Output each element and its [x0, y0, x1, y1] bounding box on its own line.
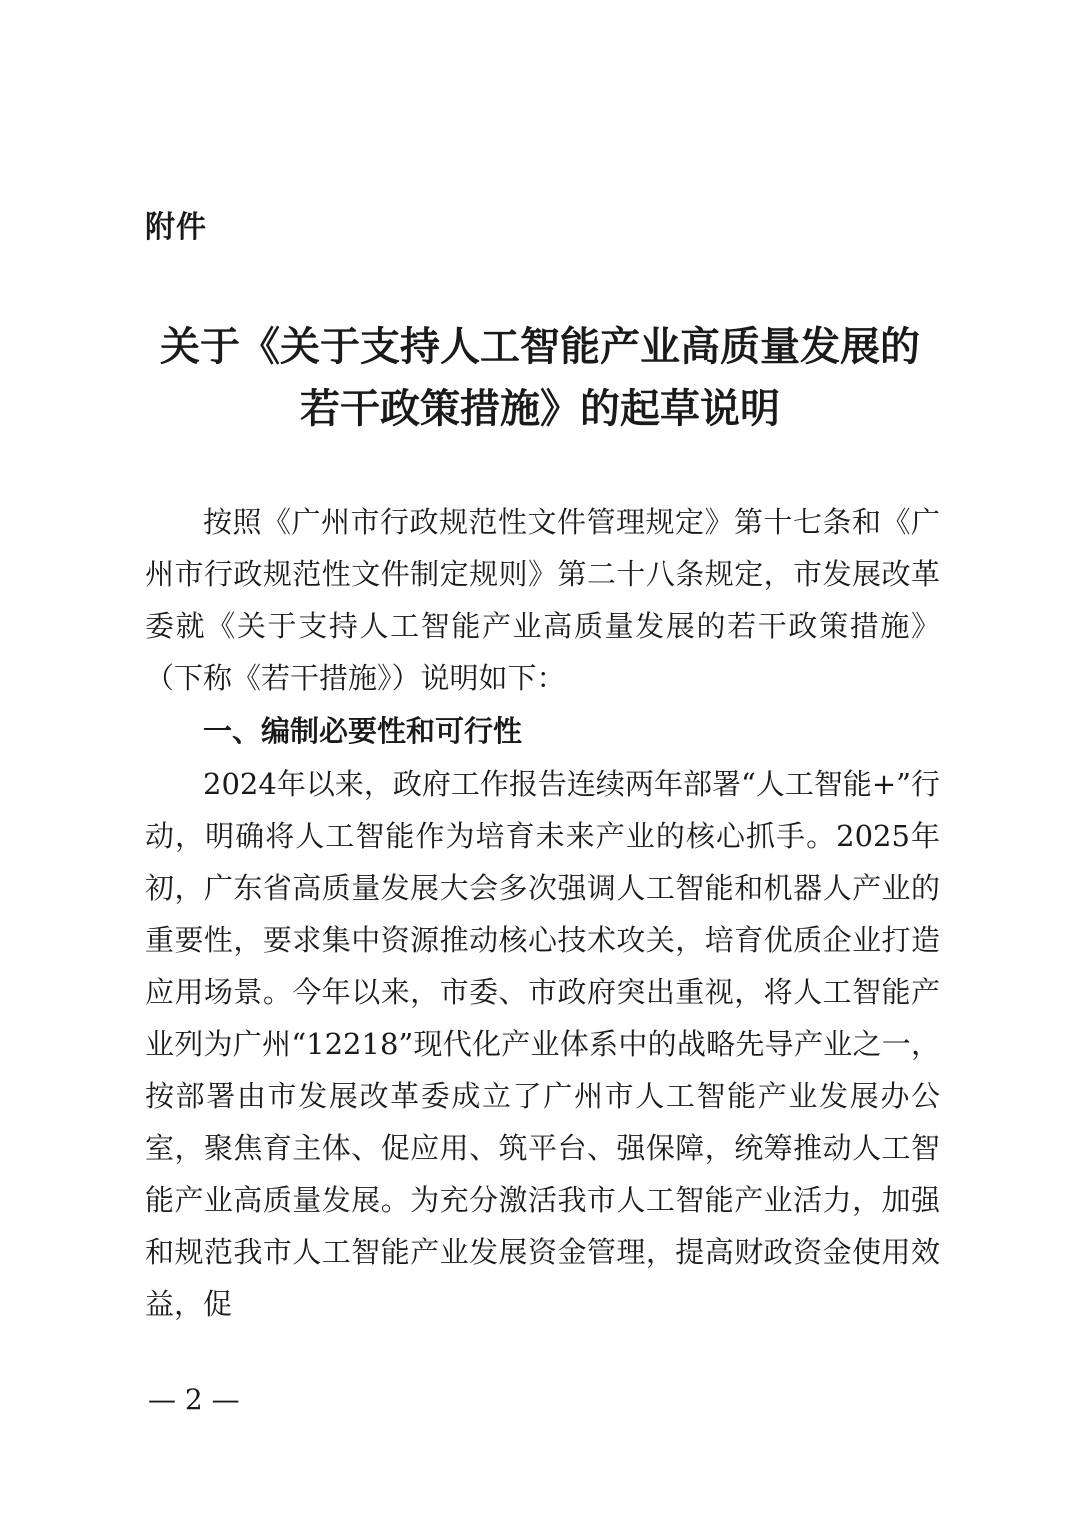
intro-paragraph: 按照《广州市行政规范性文件管理规定》第十七条和《广州市行政规范性文件制定规则》第二十八条规定，市发展改革委就《关于支持人工智能产业高质量发展的若干政策措施》（下称《若干措施》）说明如下： — [145, 505, 940, 695]
attachment-label: 附件 — [145, 210, 207, 245]
page-number: — 2 — — [148, 1383, 240, 1416]
title-line-2: 若干政策措施》的起草说明 — [300, 386, 780, 432]
section-heading: 一、编制必要性和可行性 — [203, 714, 523, 748]
document-body — [145, 496, 940, 1330]
section-paragraph: 2024年以来，政府工作报告连续两年部署“人工智能+”行动，明确将人工智能作为培育未来产业的核心抓手。2025年初，广东省高质量发展大会多次强调人工智能和机器人产业的重要性，要求集中资源推动核心技术攻关，培育优质企业打造应用场景。今年以来，市委、市政府突出重视，将人工智能产业列为广州“12218”现代化产业体系中的战略先导产业之一，按部署由市发展改革委成立了广州市人工智能产业发展办公室，聚焦育主体、促应用、筑平台、强保障，统筹推动人工智能产业高质量发展。为充分激活我市人工智能产业活力，加强和规范我市人工智能产业发展资金管理，提高财政资金使用效益，促 — [145, 767, 940, 1321]
document-title — [120, 316, 960, 440]
title-line-1: 关于《关于支持人工智能产业高质量发展的 — [160, 324, 920, 370]
